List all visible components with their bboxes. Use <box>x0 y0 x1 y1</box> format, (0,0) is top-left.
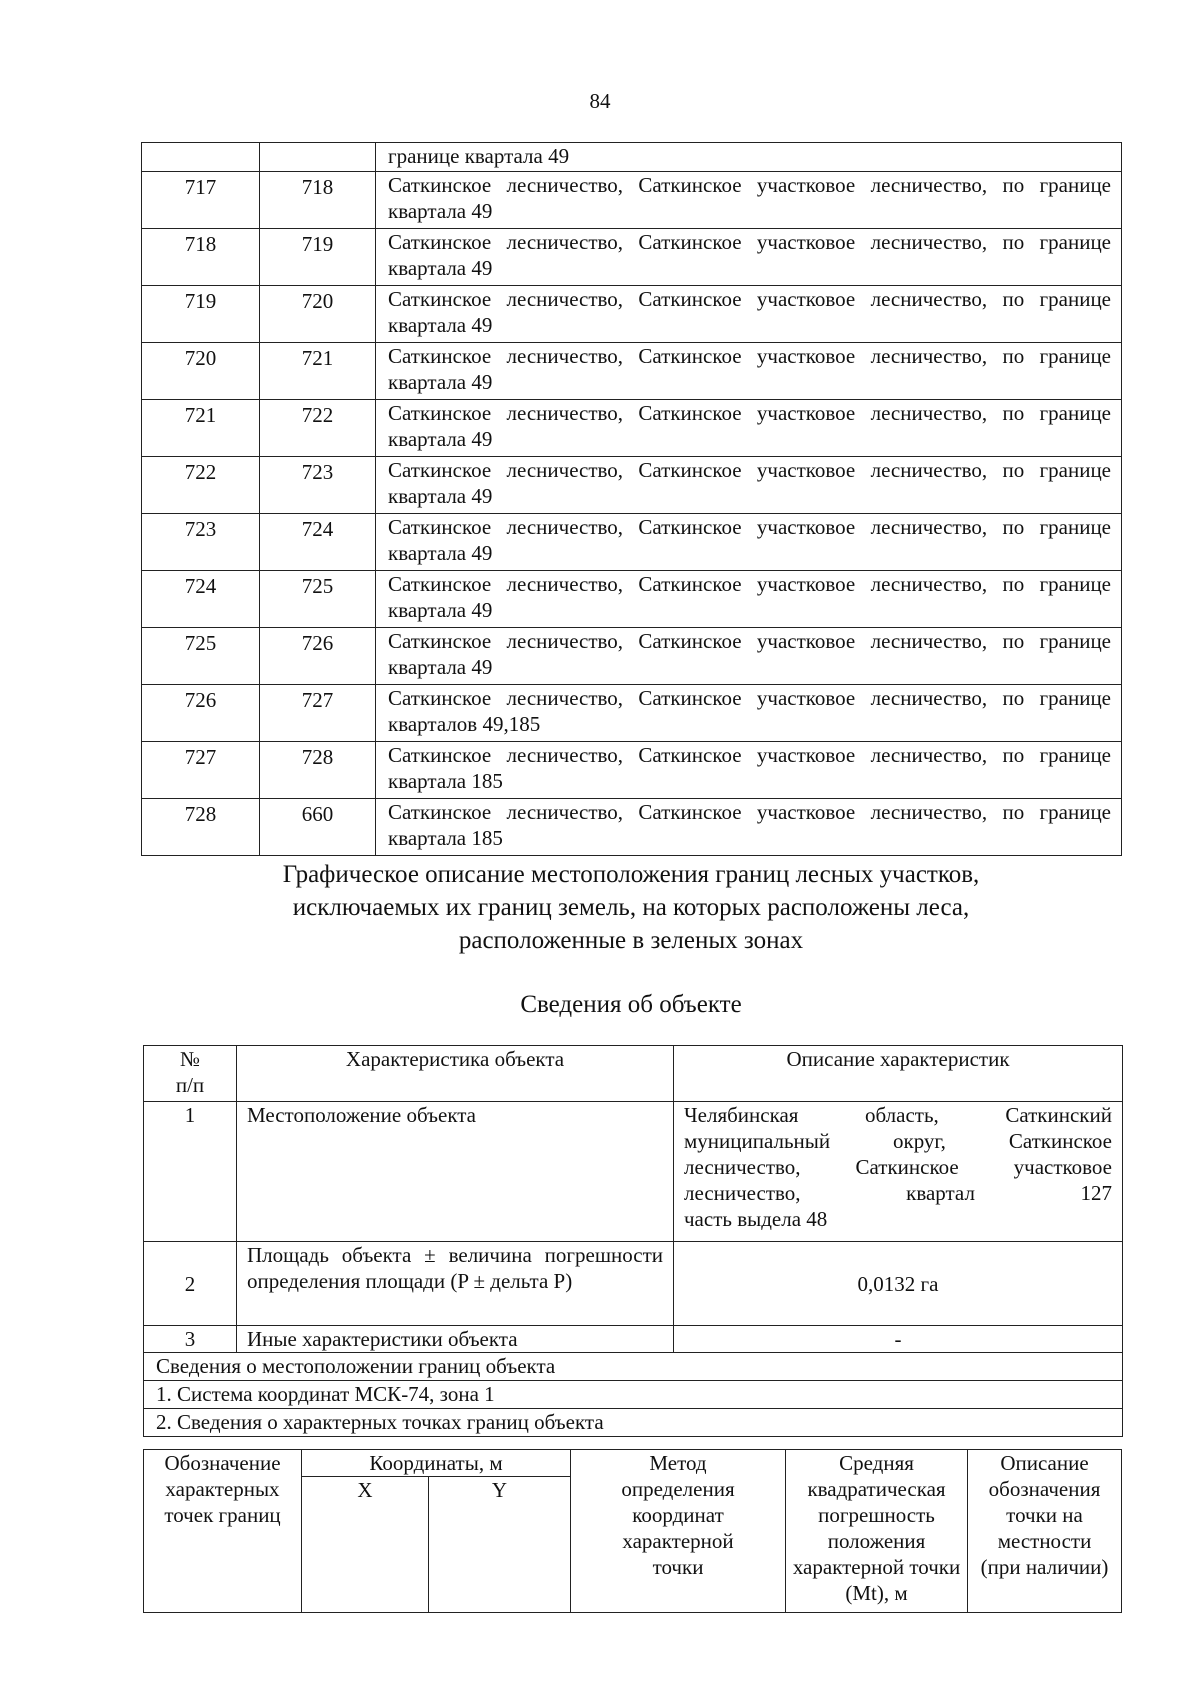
from-point: 727 <box>142 742 260 799</box>
boundary-description: Саткинское лесничество, Саткинское участковое лесничество, по границе квартала 49 <box>376 628 1122 685</box>
to-point: 728 <box>260 742 376 799</box>
object-table <box>143 1045 1123 1437</box>
boundary-description: границе квартала 49 <box>376 143 1122 172</box>
from-point: 722 <box>142 457 260 514</box>
to-point: 727 <box>260 685 376 742</box>
table-row <box>144 1242 1123 1326</box>
header-x: X <box>302 1477 429 1613</box>
table-row <box>142 172 1122 229</box>
header-characteristic: Характеристика объекта <box>237 1046 674 1102</box>
table-row <box>144 1381 1123 1409</box>
subsection-title: Сведения об объекте <box>520 991 742 1018</box>
from-point: 728 <box>142 799 260 856</box>
row-number: 3 <box>144 1326 237 1353</box>
from-point: 726 <box>142 685 260 742</box>
points-info-label: 2. Сведения о характерных точках границ объекта <box>144 1409 1123 1437</box>
table-row <box>144 1353 1123 1381</box>
points-table <box>143 1449 1122 1613</box>
from-point: 718 <box>142 229 260 286</box>
from-point: 723 <box>142 514 260 571</box>
header-designation: Обозначение характерных точек границ <box>144 1450 302 1613</box>
to-point: 722 <box>260 400 376 457</box>
from-point: 721 <box>142 400 260 457</box>
row-number: 2 <box>144 1242 237 1326</box>
row-characteristic: Площадь объекта ± величина погрешности определения площади (P ± дельта P) <box>237 1242 674 1326</box>
from-point: 720 <box>142 343 260 400</box>
table-row <box>142 742 1122 799</box>
header-description: Описание характеристик <box>674 1046 1123 1102</box>
to-point: 723 <box>260 457 376 514</box>
from-point <box>142 143 260 172</box>
table-row <box>144 1409 1123 1437</box>
boundary-description: Саткинское лесничество, Саткинское участковое лесничество, по границе квартала 49 <box>376 571 1122 628</box>
row-value: - <box>674 1326 1123 1353</box>
table-row <box>144 1326 1123 1353</box>
boundary-description: Саткинское лесничество, Саткинское участковое лесничество, по границе квартала 49 <box>376 286 1122 343</box>
to-point: 726 <box>260 628 376 685</box>
header-coordinates: Координаты, м <box>302 1450 571 1477</box>
from-point: 719 <box>142 286 260 343</box>
table-row <box>142 286 1122 343</box>
boundary-description: Саткинское лесничество, Саткинское участковое лесничество, по границе квартала 49 <box>376 514 1122 571</box>
header-method: Метод определения координат характерной точки <box>571 1450 786 1613</box>
coordinate-system-label: 1. Система координат МСК-74, зона 1 <box>144 1381 1123 1409</box>
to-point: 721 <box>260 343 376 400</box>
boundary-description: Саткинское лесничество, Саткинское участковое лесничество, по границе квартала 185 <box>376 742 1122 799</box>
boundary-description: Саткинское лесничество, Саткинское участковое лесничество, по границе квартала 49 <box>376 400 1122 457</box>
to-point: 720 <box>260 286 376 343</box>
from-point: 724 <box>142 571 260 628</box>
to-point <box>260 143 376 172</box>
table-row <box>142 628 1122 685</box>
section-title-line: расположенные в зеленых зонах <box>458 927 804 954</box>
section-title-line: Графическое описание местоположения границ лесных участков, <box>282 861 980 888</box>
table-row <box>142 400 1122 457</box>
table-row <box>142 514 1122 571</box>
table-header-row <box>144 1450 1122 1477</box>
to-point: 718 <box>260 172 376 229</box>
table-row <box>142 799 1122 856</box>
location-value: Челябинская область, Саткинский муниципальный округ, Саткинское лесничество, Саткинское участковое лесничество, квартал 127 <box>684 1103 1112 1205</box>
boundary-description: Саткинское лесничество, Саткинское участковое лесничество, по границе квартала 49 <box>376 457 1122 514</box>
boundary-description: Саткинское лесничество, Саткинское участковое лесничество, по границе квартала 49 <box>376 343 1122 400</box>
table-row <box>142 343 1122 400</box>
table-row <box>144 1102 1123 1242</box>
row-value <box>674 1102 1123 1242</box>
boundary-description: Саткинское лесничество, Саткинское участковое лесничество, по границе кварталов 49,185 <box>376 685 1122 742</box>
to-point: 719 <box>260 229 376 286</box>
page-number: 84 <box>589 89 611 113</box>
table-header-row <box>144 1046 1123 1102</box>
header-y: Y <box>429 1477 571 1613</box>
boundary-table <box>141 142 1122 856</box>
section-location-label: Сведения о местоположении границ объекта <box>144 1353 1123 1381</box>
section-title <box>0 858 1200 957</box>
boundary-description: Саткинское лесничество, Саткинское участковое лесничество, по границе квартала 49 <box>376 172 1122 229</box>
header-error: Средняя квадратическая погрешность положения характерной точки (Mt), м <box>786 1450 968 1613</box>
table-row <box>142 143 1122 172</box>
row-number: 1 <box>144 1102 237 1242</box>
section-title-line: исключаемых их границ земель, на которых расположены леса, <box>292 894 970 921</box>
table-row <box>142 457 1122 514</box>
boundary-description: Саткинское лесничество, Саткинское участковое лесничество, по границе квартала 185 <box>376 799 1122 856</box>
to-point: 725 <box>260 571 376 628</box>
boundary-table-body <box>142 143 1122 856</box>
to-point: 724 <box>260 514 376 571</box>
table-row <box>142 229 1122 286</box>
boundary-description: Саткинское лесничество, Саткинское участковое лесничество, по границе квартала 49 <box>376 229 1122 286</box>
from-point: 725 <box>142 628 260 685</box>
row-characteristic: Иные характеристики объекта <box>237 1326 674 1353</box>
row-characteristic: Местоположение объекта <box>237 1102 674 1242</box>
header-location-description: Описание обозначения точки на местности (при наличии) <box>968 1450 1122 1613</box>
location-value-tail: часть выдела 48 <box>684 1207 828 1231</box>
row-value: 0,0132 га <box>674 1242 1123 1326</box>
from-point: 717 <box>142 172 260 229</box>
header-number: № п/п <box>144 1046 237 1102</box>
table-row <box>142 571 1122 628</box>
to-point: 660 <box>260 799 376 856</box>
table-row <box>142 685 1122 742</box>
